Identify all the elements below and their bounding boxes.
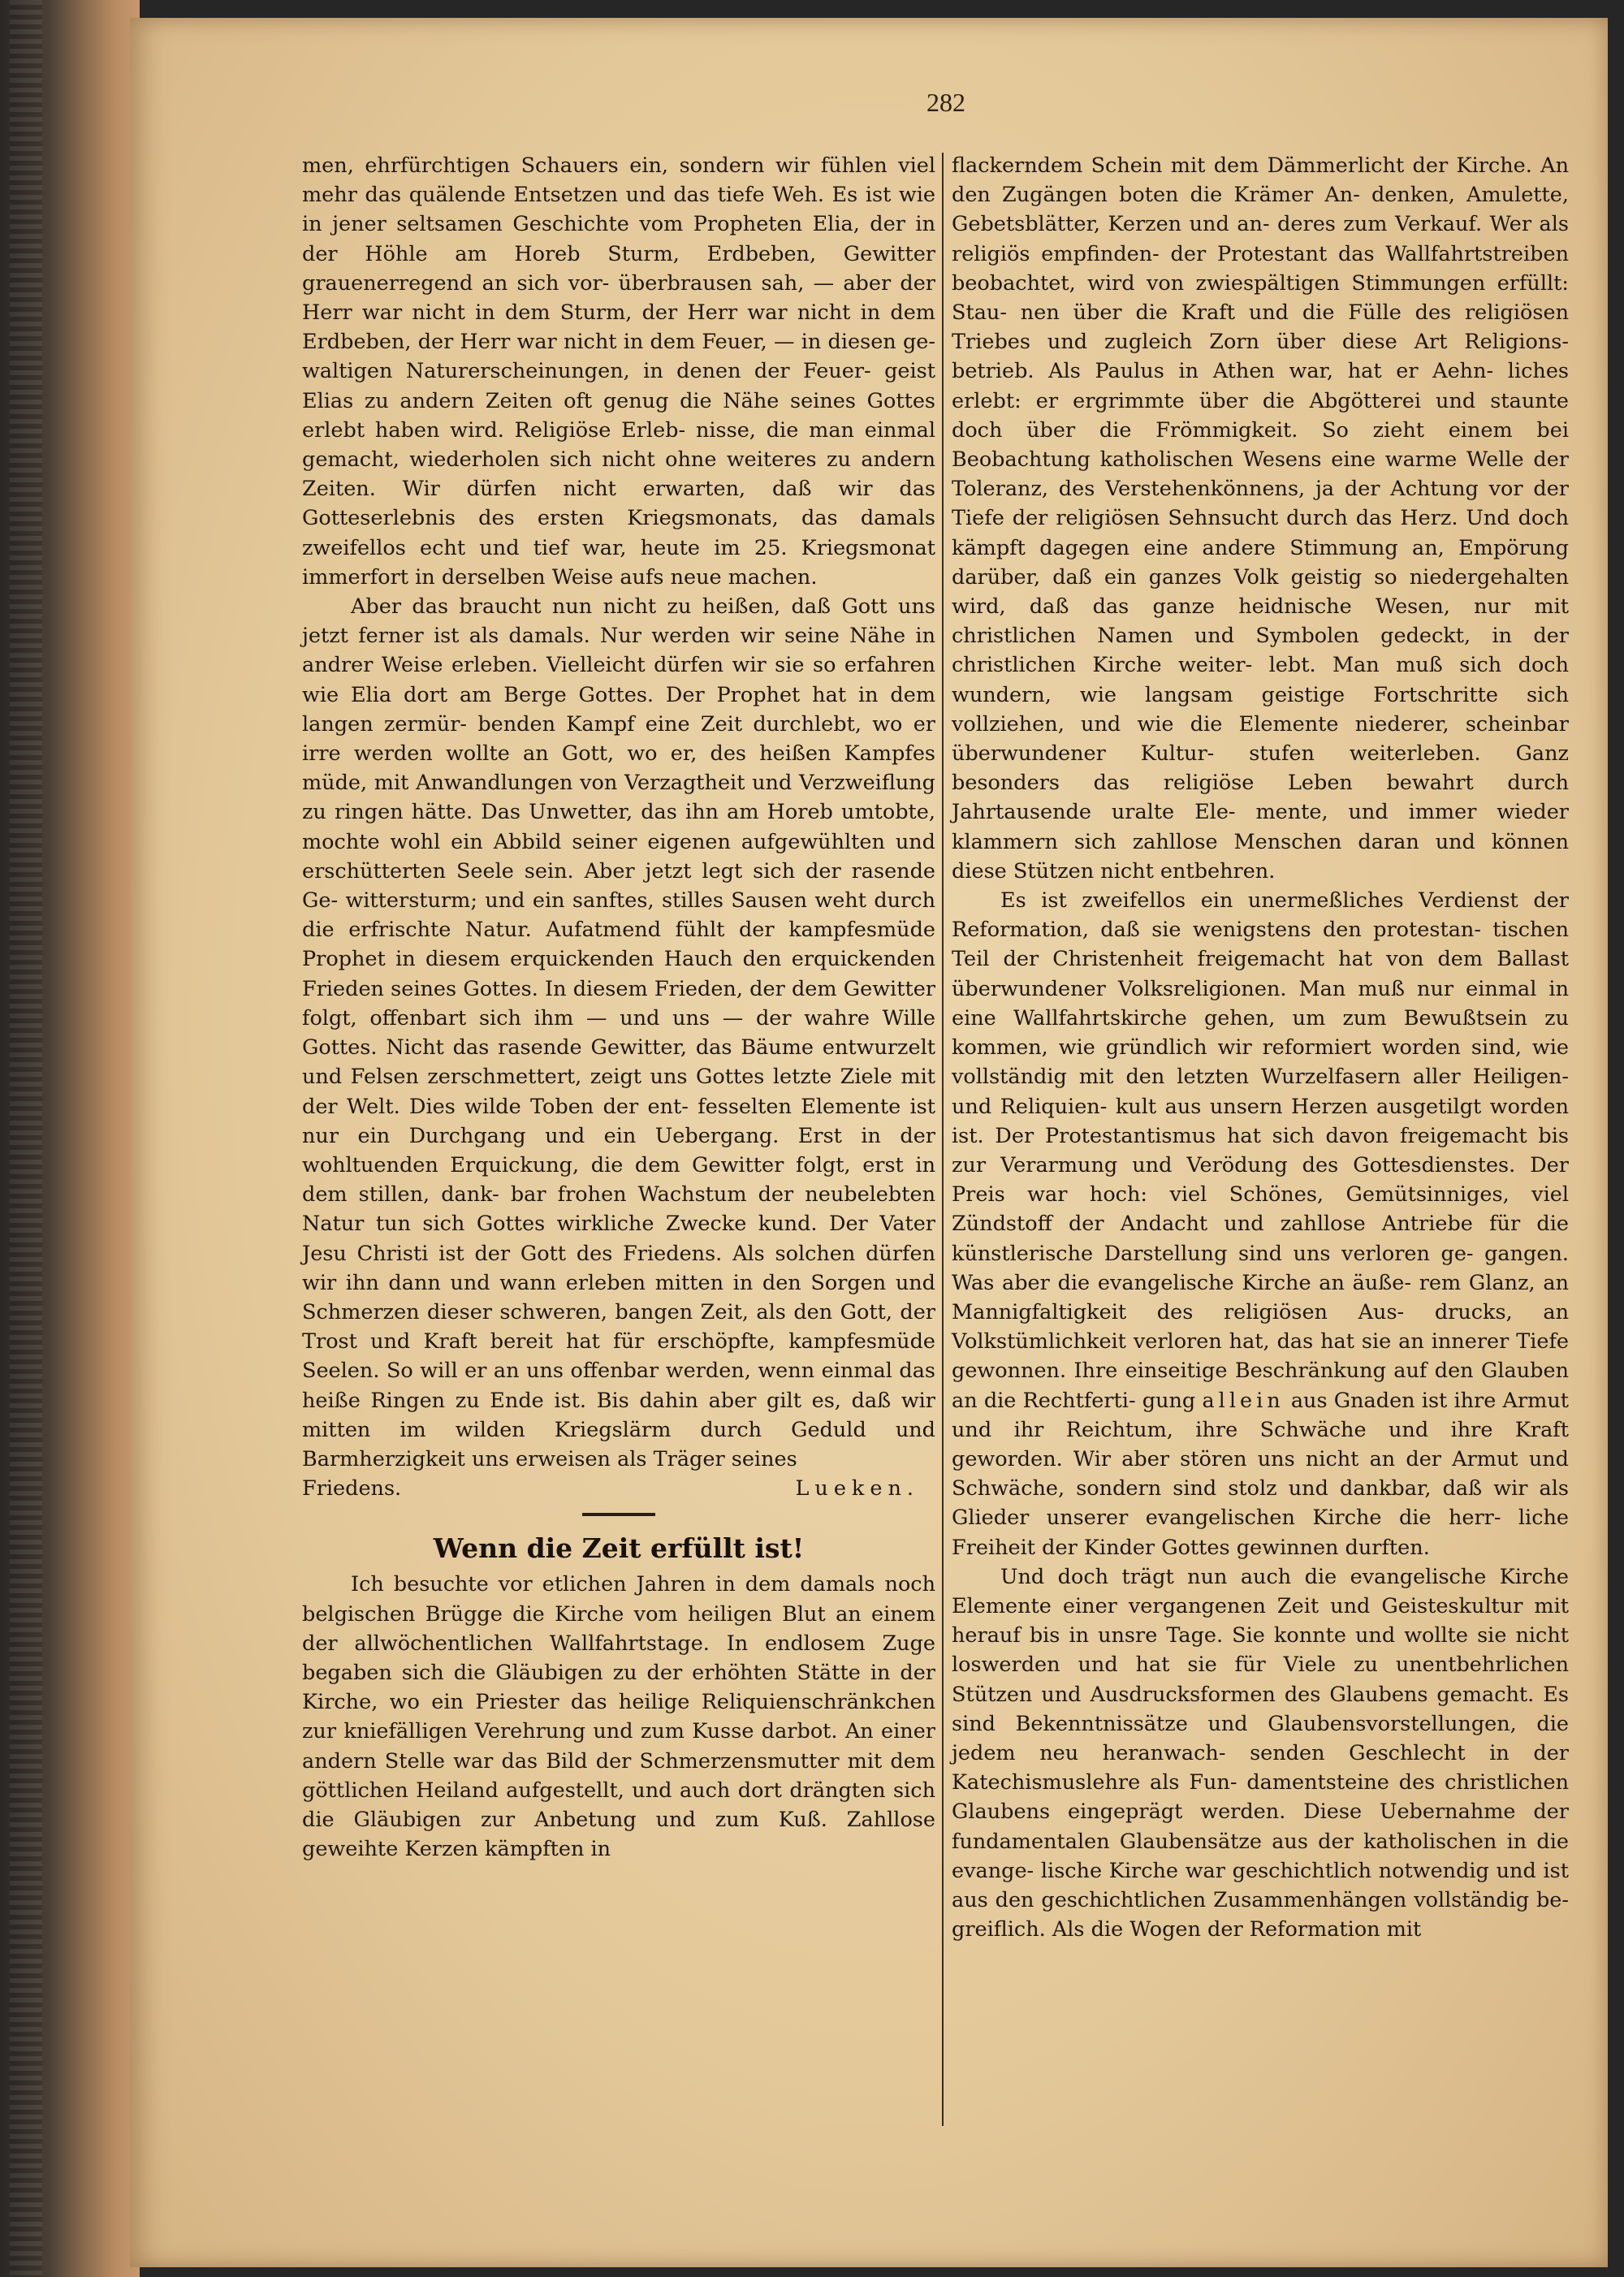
right-column [952,151,1569,1944]
author-signature: Lueken. [795,1476,919,1501]
section-divider [582,1513,655,1516]
binding-texture [10,0,42,2277]
page-number: 282 [926,88,965,117]
left-paragraph-2-body: Aber das braucht nun nicht zu heißen, daß Gott uns jetzt ferner ist als damals. Nur werden wir seine Nähe in andrer Weise erleben. Vielleicht dürfen wir sie so erfahren wie Elia dort am Berge Gottes. Der Prophet hat in dem langen zermür- benden Kampf eine Zeit durchlebt, wo er irre werden wollte an Gott, wo er, des heißen Kampfes müde, mit Anwandlungen von Verzagtheit und Verzweiflung zu ringen hätte. Das Unwetter, das ihn am Horeb umtobte, mochte wohl ein Abbild seiner eigenen aufgewühlten und erschütterten Seele sein. Aber jetzt legt sich der rasende Ge- wittersturm; und ein sanftes, stilles Sausen weht durch die erfrischte Natur. Aufatmend fühlt der kampfesmüde Prophet in diesem erquickenden Hauch den erquickenden Frieden seines Gottes. In diesem Frieden, der dem Gewitter folgt, offenbart sich ihm — und uns — der wahre Wille Gottes. Nicht das rasende Gewitter, das Bäume entwurzelt und Felsen zerschmettert, zeigt uns Gottes letzte Ziele mit der Welt. Dies wilde Toben der ent- fesselten Elemente ist nur ein Durchgang und ein Uebergang. Erst in der wohltuenden Erquickung, die dem Gewitter folgt, erst in dem stillen, dank- bar frohen Wachstum der neubelebten Natur tun sich Gottes wirkliche Zwecke kund. Der Vater Jesu Christi ist der Gott des Friedens. Als solchen dürfen wir ihn dann und wann erleben mitten in den Sorgen und Schmerzen dieser schweren, bangen Zeit, als den Gott, der Trost und Kraft bereit hat für erschöpfte, kampfesmüde Seelen. So will er an uns offenbar werden, wenn einmal das heiße Ringen zu Ende ist. Bis dahin aber gilt es, daß wir mitten im wilden Kriegslärm durch Geduld und Barmherzigkeit uns erweisen als Träger seines [302,594,935,1471]
left-paragraph-2 [302,592,935,1474]
left-paragraph-1: men, ehrfürchtigen Schauers ein, sondern wir fühlen viel mehr das quälende Entsetzen und das tiefe Weh. Es ist wie in jener seltsamen Geschichte vom Propheten Elia, der in der Höhle am Horeb Sturm, Erdbeben, Gewitter grauenerregend an sich vor- überbrausen sah, — aber der Herr war nicht in dem Sturm, der Herr war nicht in dem Erdbeben, der Herr war nicht in dem Feuer, — in diesen ge- waltigen Naturerscheinungen, in denen der Feuer- geist Elias zu andern Zeiten oft genug die Nähe seines Gottes erlebt haben wird. Religiöse Erleb- nisse, die man einmal gemacht, wiederholen sich nicht ohne weiteres zu andern Zeiten. Wir dürfen nicht erwarten, daß wir das Gotteserlebnis des ersten Kriegsmonats, das damals zweifellos echt und tief war, heute im 25. Kriegsmonat immerfort in derselben Weise aufs neue machen. [302,153,935,590]
right-paragraph-1: flackerndem Schein mit dem Dämmerlicht der Kirche. An den Zugängen boten die Krämer An- denken, Amulette, Gebetsblätter, Kerzen und an- deres zum Verkauf. Wer als religiös empfinden- der Protestant das Wallfahrtstreiben beobachtet, wird von zwiespältigen Stimmungen erfüllt: Stau- nen über die Kraft und die Fülle des religiösen Triebes und zugleich Zorn über diese Art Religions- betrieb. Als Paulus in Athen war, hat er Aehn- liches erlebt: er ergrimmte über die Abgötterei und staunte doch über die Frömmigkeit. So zieht einem bei Beobachtung katholischen Wesens eine warme Welle der Toleranz, des Verstehenkönnens, ja der Achtung vor der Tiefe der religiösen Sehnsucht durch das Herz. Und doch kämpft dagegen eine andere Stimmung an, Empörung darüber, daß ein ganzes Volk geistig so niedergehalten wird, daß das ganze heidnische Wesen, nur mit christlichen Namen und Symbolen gedeckt, in der christlichen Kirche weiter- lebt. Man muß sich doch wundern, wie langsam geistige Fortschritte sich vollziehen, und wie die Elemente niederer, scheinbar überwundener Kultur- stufen weiterleben. Ganz besonders das religiöse Leben bewahrt durch Jahrtausende uralte Ele- mente, und immer wieder klammern sich zahllose Menschen daran und können diese Stützen nicht entbehren. [952,153,1569,884]
left-paragraph-3: Ich besuchte vor etlichen Jahren in dem damals noch belgischen Brügge die Kirche vom heiligen Blut an einem der allwöchentlichen Wallfahrtstage. In endlosem Zuge begaben sich die Gläubigen zu der erhöhten Stätte in der Kirche, wo ein Priester das heilige Reliquienschränkchen zur kniefälligen Verehrung und zum Kusse darbot. An einer andern Stelle war das Bild der Schmerzensmutter mit dem göttlichen Heiland aufgestellt, und auch dort drängten sich die Gläubigen zur Anbetung und zum Kuß. Zahllose geweihte Kerzen kämpften in [302,1572,935,1862]
right-paragraph-2-rest: aus Gnaden ist ihre Armut und ihr Reichtum, ihre Schwäche und ihre Kraft geworden. Wir aber stören uns nicht an der Armut und Schwäche, sondern sind stolz und dankbar, daß wir als Glieder unserer evangelischen Kirche die herr- liche Freiheit der Kinder Gottes gewinnen durften. [952,1388,1569,1560]
right-paragraph-2 [952,886,1569,1562]
article-heading: Wenn die Zeit erfüllt ist! [433,1532,805,1565]
left-paragraph-2-end: Friedens. [302,1476,402,1501]
signature-line [302,1474,935,1503]
right-paragraph-3: Und doch trägt nun auch die evangelische Kirche Elemente einer vergangenen Zeit und Geisteskultur mit herauf bis in unsre Tage. Sie konnte und wollte sie nicht loswerden und hat sie für Viele zu unentbehrlichen Stützen und Ausdrucksformen des Glaubens gemacht. Es sind Bekenntnissätze und Glaubensvorstellungen, die jedem neu heranwach- senden Geschlecht in der Katechismuslehre als Fun- damentsteine des christlichen Glaubens eingeprägt werden. Diese Uebernahme der fundamentalen Glaubensätze aus der katholischen in die evange- lische Kirche war geschichtlich notwendig und ist aus den geschichtlichen Zusammenhängen vollständig be- greiflich. Als die Wogen der Reformation mit [952,1564,1569,1942]
right-paragraph-2-start: Es ist zweifellos ein unermeßliches Verdienst der Reformation, daß sie wenigstens den protestan- tischen Teil der Christenheit freigemacht hat von dem Ballast überwundener Volksreligionen. Man muß nur einmal in eine Wallfahrtskirche gehen, um zum Bewußtsein zu kommen, wie gründlich wir reformiert worden sind, wie vollständig mit den letzten Wurzelfasern aller Heiligen- und Reliquien- kult aus unsern Herzen ausgetilgt worden ist. Der Protestantismus hat sich davon freigemacht bis zur Verarmung und Verödung des Gottesdienstes. Der Preis war hoch: viel Schönes, Gemütsinniges, viel Zündstoff der Andacht und zahllose Antriebe für die künstlerische Darstellung sind uns verloren ge- gangen. Was aber die evangelische Kirche an äuße- rem Glanz, an Mannigfaltigkeit des religiösen Aus- drucks, an Volkstümlichkeit verloren hat, das hat sie an innerer Tiefe gewonnen. Ihre einseitige Beschränkung auf den Glauben an die Rechtferti- gung [952,888,1569,1413]
column-divider [942,153,944,2126]
emphasized-word: allein [1202,1388,1285,1413]
left-column [302,151,935,1864]
book-binding-edge [0,0,140,2277]
